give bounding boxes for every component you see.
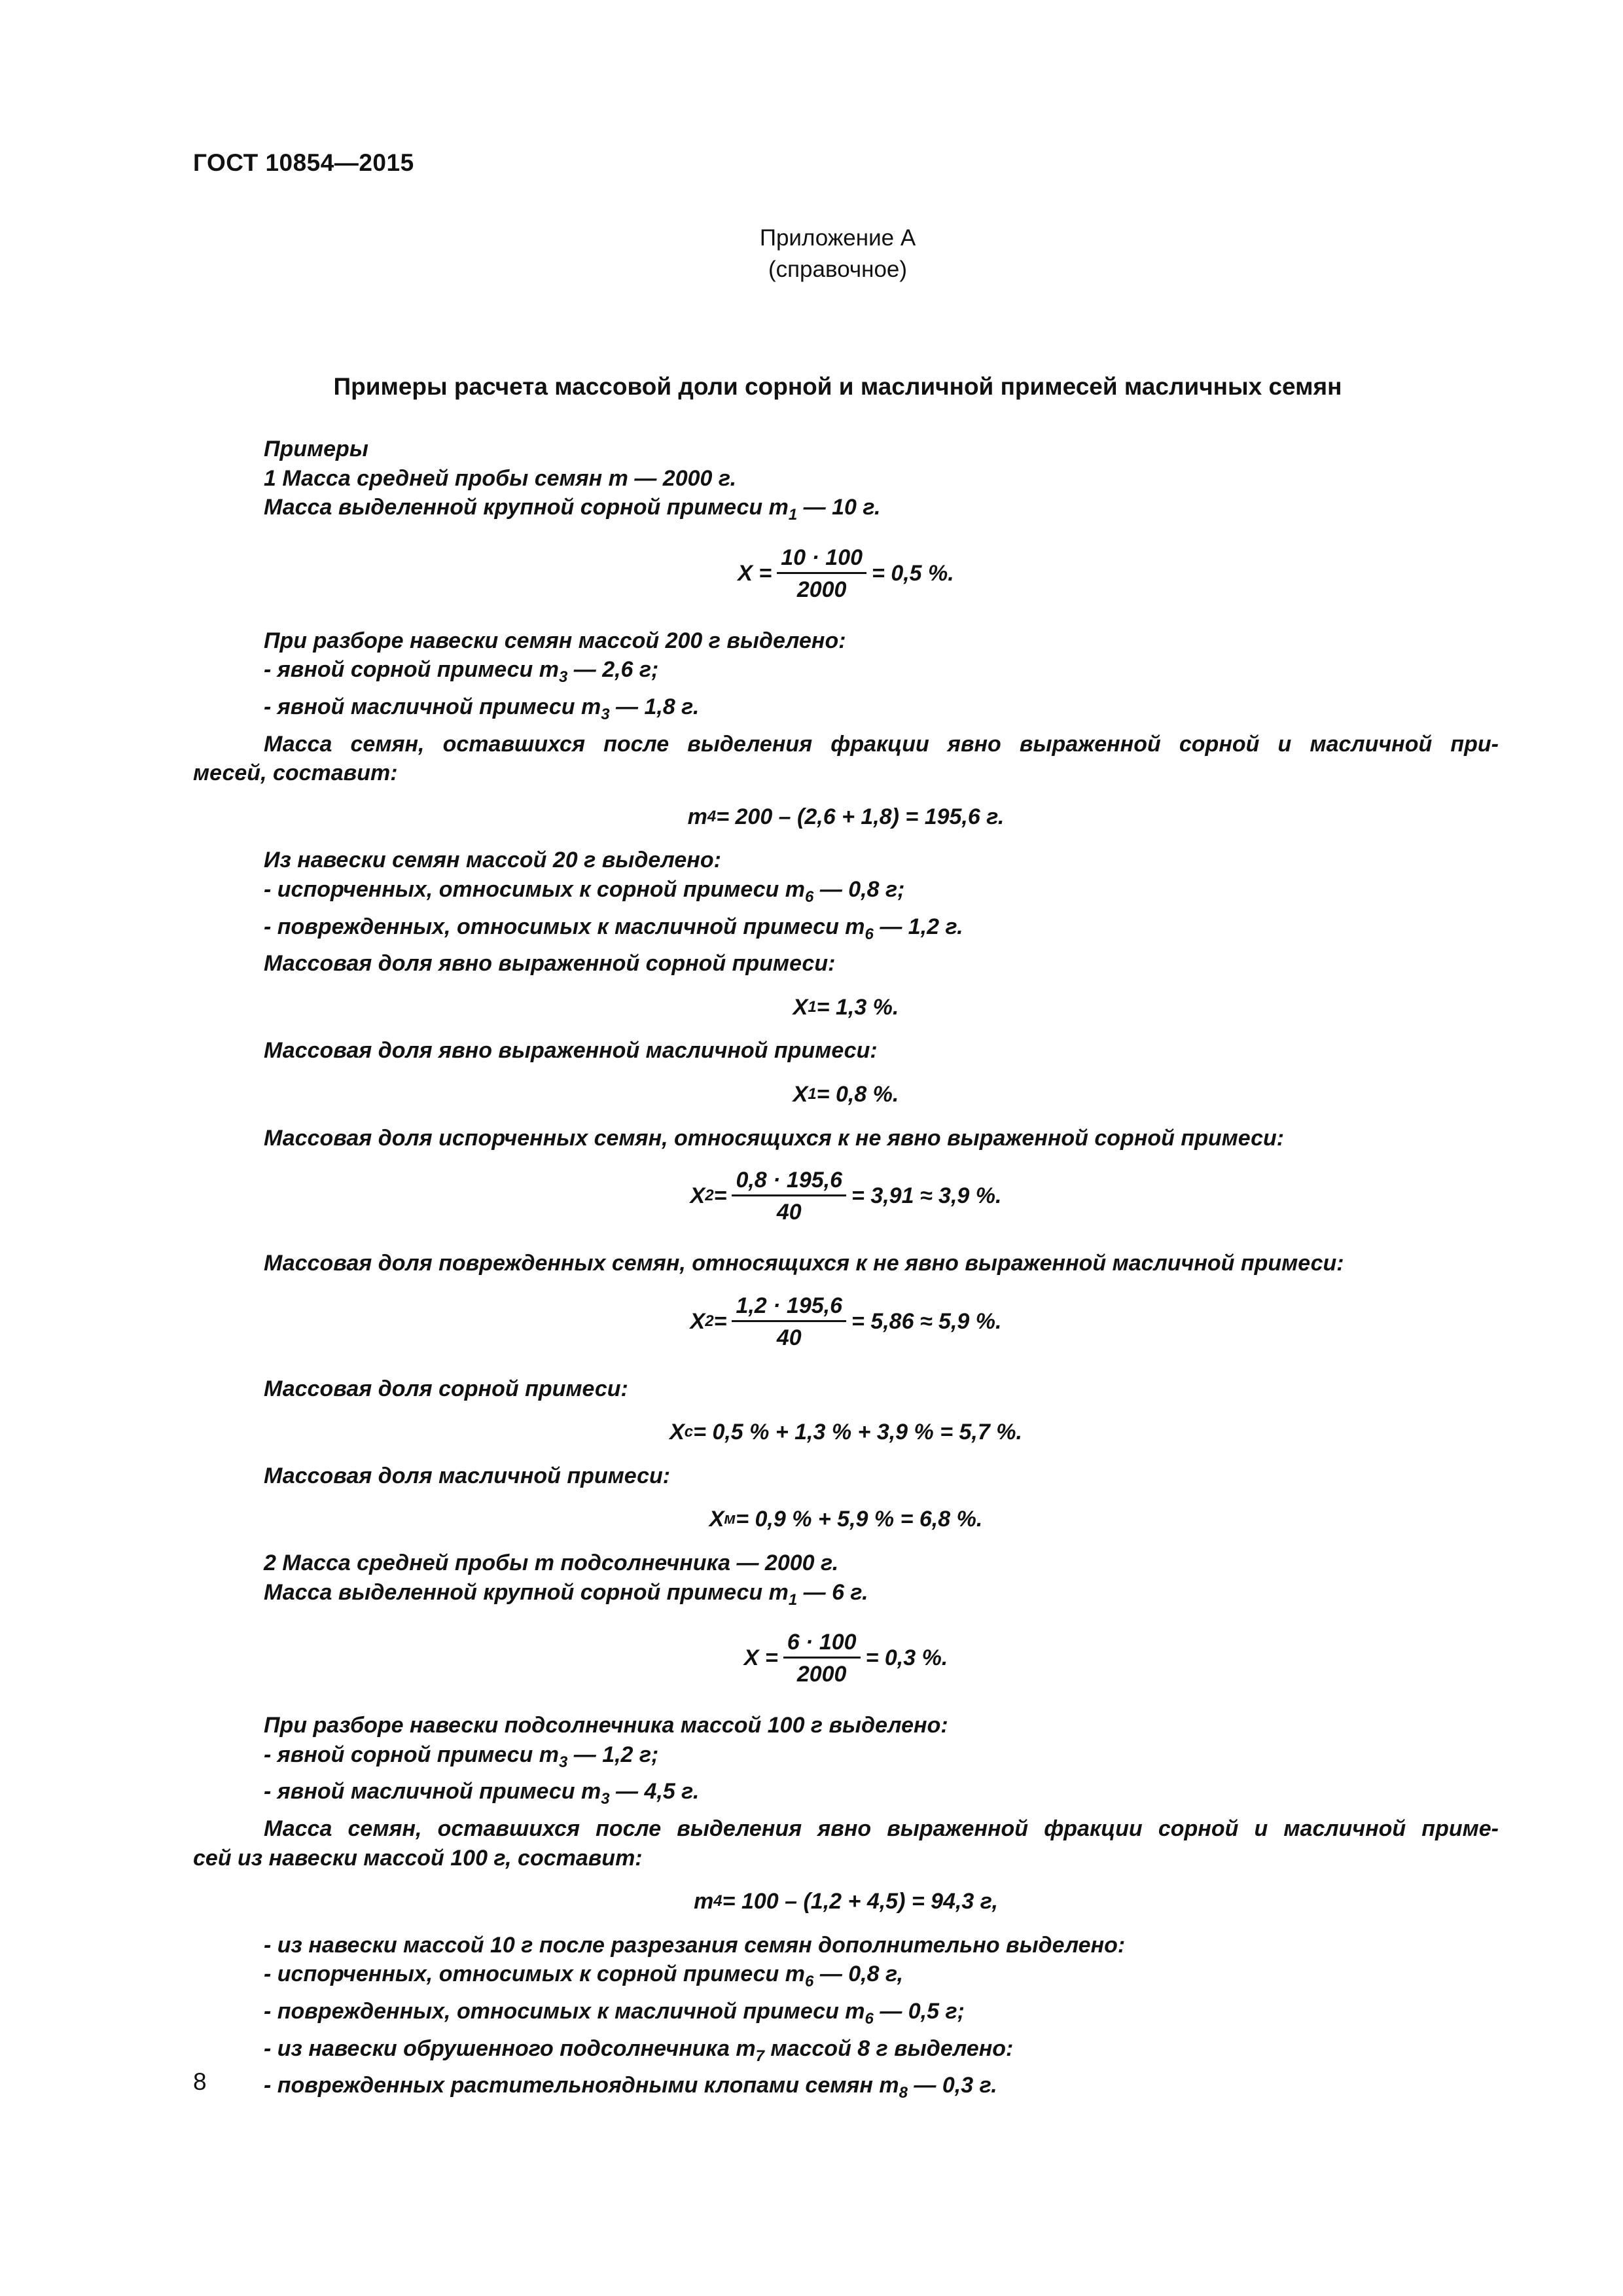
text-line: сей из навески массой 100 г, составит: [193,1845,643,1871]
list-item: - из навески обрушенного подсолнечника $m_7$ массой 8 г выделено: [264,2036,1014,2065]
list-item: - поврежденных, относимых к масличной примеси $m_6$ — 1,2 г. [264,914,963,943]
list-item: - из навески массой 10 г после разрезания семян дополнительно выделено: [264,1932,1126,1958]
formula: X с = 0,5 % + 1,3 % + 3,9 % = 5,7 %. [669,1420,1022,1445]
fraction: $\frac{6 \cdot 100}{2000}$ [783,1629,861,1687]
text-line: При разборе навески семян массой 200 г выделено: [264,628,846,653]
text-line: Массовая доля испорченных семян, относящихся к не явно выраженной сорной примеси: [264,1125,1285,1151]
formula: X = $\frac{6 \cdot 100}{2000}$ = 0,3 %. [743,1630,948,1687]
formula: X 2 = $\frac{1,2 \cdot 195,6}{40}$ = 5,86 ≈ 5,9 %. [690,1293,1002,1350]
list-item: - явной сорной примеси $m_3$ — 1,2 г; [264,1742,659,1771]
text-line: При разборе навески подсолнечника массой 100 г выделено: [264,1713,948,1738]
text-line: 2 Масса средней пробы m подсолнечника — 2000 г. [264,1551,839,1576]
page-number: 8 [193,2068,207,2095]
examples-heading: Примеры [264,437,368,461]
list-item: - явной сорной примеси $m_3$ — 2,6 г; [264,657,659,687]
formula: m 4 = 200 – (2,6 + 1,8) = 195,6 г. [687,804,1005,829]
text-line: Массовая доля поврежденных семян, относящихся к не явно выраженной масличной примеси: [264,1251,1344,1276]
text-line: Массовая доля масличной примеси: [264,1463,671,1488]
list-item: - поврежденных растительноядными клопами семян $m_8$ — 0,3 г. [264,2073,997,2102]
text-line: Массовая доля явно выраженной сорной примеси: [264,951,836,977]
formula: X м = 0,9 % + 5,9 % = 6,8 %. [709,1507,983,1532]
formula: X = $\frac{10 \cdot 100}{2000}$ = 0,5 %. [738,545,954,602]
fraction: $\frac{10 \cdot 100}{2000}$ [777,545,866,603]
fraction: $\frac{0,8 \cdot 195,6}{40}$ [732,1167,846,1225]
text-line: Из навески семян массой 20 г выделено: [264,848,721,873]
formula: m 4 = 100 – (1,2 + 4,5) = 94,3 г, [694,1889,998,1914]
section-title: Примеры расчета массовой доли сорной и масличной примесей масличных семян [333,373,1342,400]
formula: X 2 = $\frac{0,8 \cdot 195,6}{40}$ = 3,91 ≈ 3,9 %. [690,1168,1002,1225]
appendix-kind: (справочное) [768,257,908,282]
list-item: - испорченных, относимых к сорной примеси $m_6$ — 0,8 г; [264,876,905,906]
text-line: Масса выделенной крупной сорной примеси $m_1$ — 10 г. [264,495,881,524]
examples-body [193,435,1499,2108]
fraction: $\frac{1,2 \cdot 195,6}{40}$ [732,1293,846,1351]
appendix-heading [0,223,1623,285]
document-code: ГОСТ 10854—2015 [193,149,414,176]
text-line: Масса семян, оставшихся после выделения фракции явно выраженной сорной и масличной при- [264,731,1499,757]
text-line: Массовая доля явно выраженной масличной примеси: [264,1038,878,1064]
list-item: - испорченных, относимых к сорной примеси $m_6$ — 0,8 г, [264,1962,904,1991]
list-item: - явной масличной примеси $m_3$ — 1,8 г. [264,694,700,723]
list-item: - явной масличной примеси $m_3$ — 4,5 г. [264,1779,700,1808]
text-line: Масса выделенной крупной сорной примеси $m_1$ — 6 г. [264,1579,868,1609]
list-item: - поврежденных, относимых к масличной примеси $m_6$ — 0,5 г; [264,1999,965,2028]
text-line: Массовая доля сорной примеси: [264,1376,628,1401]
formula: X 1 = 1,3 %. [793,994,899,1020]
text-line: Масса семян, оставшихся после выделения явно выраженной фракции сорной и масличной приме- [264,1816,1499,1842]
formula: X 1 = 0,8 %. [793,1081,899,1107]
appendix-label: Приложение А [759,225,916,251]
text-line: месей, составит: [193,761,398,786]
text-line: 1 Масса средней пробы семян m — 2000 г. [264,465,737,491]
